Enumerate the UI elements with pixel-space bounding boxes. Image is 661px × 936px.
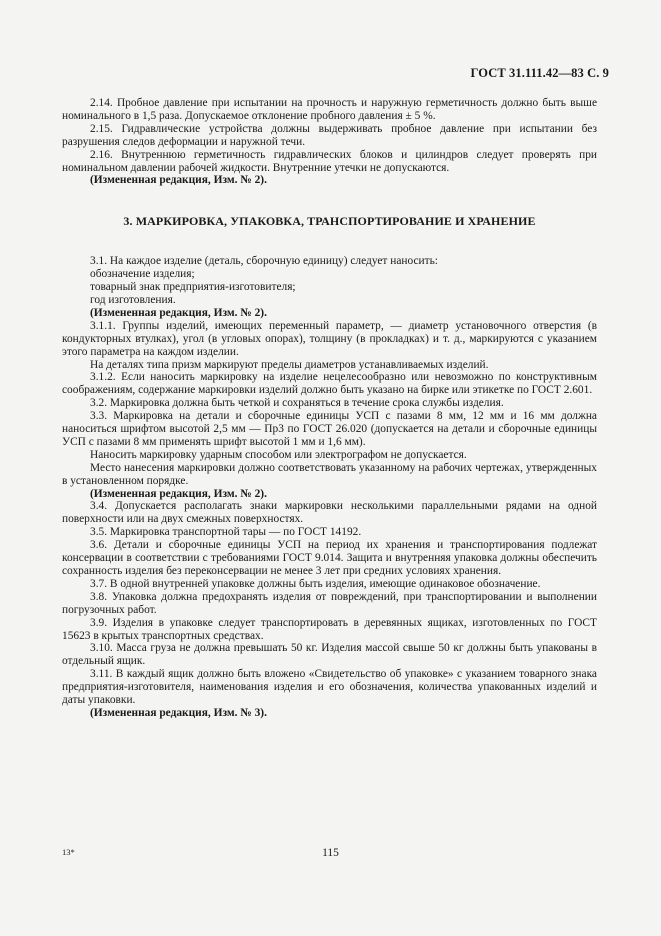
list-item: товарный знак предприятия-изготовителя; (90, 281, 296, 294)
page-header: ГОСТ 31.111.42—83 С. 9 (470, 66, 609, 80)
paragraph-3-1-1: 3.1.1. Группы изделий, имеющих переменный параметр, — диаметр установочного отверстия (в кондукторных втулках), угол (в угловых опорах), толщину (в прокладках) и т. д., маркируются с указанием этого параметра на каждом изделии. (62, 319, 597, 358)
paragraph-3-1: 3.1. На каждое изделие (деталь, сборочную единицу) следует наносить: (90, 255, 438, 268)
revision-note: (Измененная редакция, Изм. № 2). (90, 306, 267, 319)
list-item: год изготовления. (90, 293, 176, 306)
list-item: обозначение изделия; (90, 268, 195, 281)
paragraph-3-7: 3.7. В одной внутренней упаковке должны быть изделия, имеющие одинаковое обозначение. (90, 577, 541, 590)
paragraph-3-6: 3.6. Детали и сборочные единицы УСП на период их хранения и транспортирования подлежат консервации в соответствии с требованиями ГОСТ 9.014. Защита и внутренняя упаковка должны обеспечить сохранность изделия без переконсервации не менее 3 лет при средних условиях хранения. (62, 539, 597, 577)
paragraph-2-14: 2.14. Пробное давление при испытании на прочность и наружную герметичность должно быть выше номинального в 1,5 раза. Допускаемое отклонение пробного давления ± 5 %. (62, 97, 597, 122)
page-content (62, 97, 597, 720)
paragraph-2-16: 2.16. Внутреннюю герметичность гидравлических блоков и цилиндров следует проверять при номинальном давлении рабочей жидкости. Внутренние утечки не допускаются. (62, 148, 597, 174)
paragraph-3-8: 3.8. Упаковка должна предохранять изделия от повреждений, при транспортировании и выполнении погрузочных работ. (62, 590, 597, 616)
paragraph-3-2: 3.2. Маркировка должна быть четкой и сохраняться в течение срока службы изделия. (90, 397, 504, 410)
paragraph-3-4: 3.4. Допускается располагать знаки маркировки несколькими параллельными рядами на одной поверхности или на двух смежных поверхностях. (62, 500, 597, 526)
paragraph-2-15: 2.15. Гидравлические устройства должны выдерживать пробное давление при испытании без разрушения следов деформации и наружной течи. (62, 122, 597, 148)
section-title: 3. МАРКИРОВКА, УПАКОВКА, ТРАНСПОРТИРОВАНИЕ И ХРАНЕНИЕ (123, 214, 536, 229)
paragraph-3-10: 3.10. Масса груза не должна превышать 50 кг. Изделия массой свыше 50 кг должны быть упакованы в отдельный ящик. (62, 642, 597, 668)
page-number: 115 (322, 847, 339, 859)
revision-note: (Измененная редакция, Изм. № 2). (90, 174, 267, 187)
paragraph-3-5: 3.5. Маркировка транспортной тары — по ГОСТ 14192. (90, 526, 362, 539)
paragraph-impact: Наносить маркировку ударным способом или электрографом не допускается. (90, 448, 467, 461)
paragraph-3-1-2: 3.1.2. Если наносить маркировку на изделие нецелесообразно или невозможно по конструктивным соображениям, содержание маркировки изделий должно быть указано на бирке или этикетке по ГОСТ 2.601. (62, 371, 597, 397)
revision-note: (Измененная редакция, Изм. № 3). (90, 706, 267, 719)
paragraph-prisms: На деталях типа призм маркируют пределы диаметров устанавливаемых изделий. (90, 358, 489, 371)
paragraph-place: Место нанесения маркировки должно соответствовать указанному на рабочих чертежах, утвержденных в установленном порядке. (62, 461, 597, 487)
footer-mark: 13* (62, 847, 75, 857)
paragraph-3-9: 3.9. Изделия в упаковке следует транспортировать в деревянных ящиках, изготовленных по ГОСТ 15623 в крытых транспортных средствах. (62, 616, 597, 642)
paragraph-3-11: 3.11. В каждый ящик должно быть вложено «Свидетельство об упаковке» с указанием товарного знака предприятия-изготовителя, наименования изделия и его обозначения, количества упакованных изделий и даты упаковки. (62, 668, 597, 707)
paragraph-3-3: 3.3. Маркировка на детали и сборочные единицы УСП с пазами 8 мм, 12 мм и 16 мм должна наноситься шрифтом высотой 2,5 мм — Пр3 по ГОСТ 26.020 (допускается на детали и сборочные единицы УСП с пазами 8 мм применять шрифт высотой 1 мм и 1,6 мм). (62, 410, 597, 448)
revision-note: (Измененная редакция, Изм. № 2). (90, 487, 267, 500)
